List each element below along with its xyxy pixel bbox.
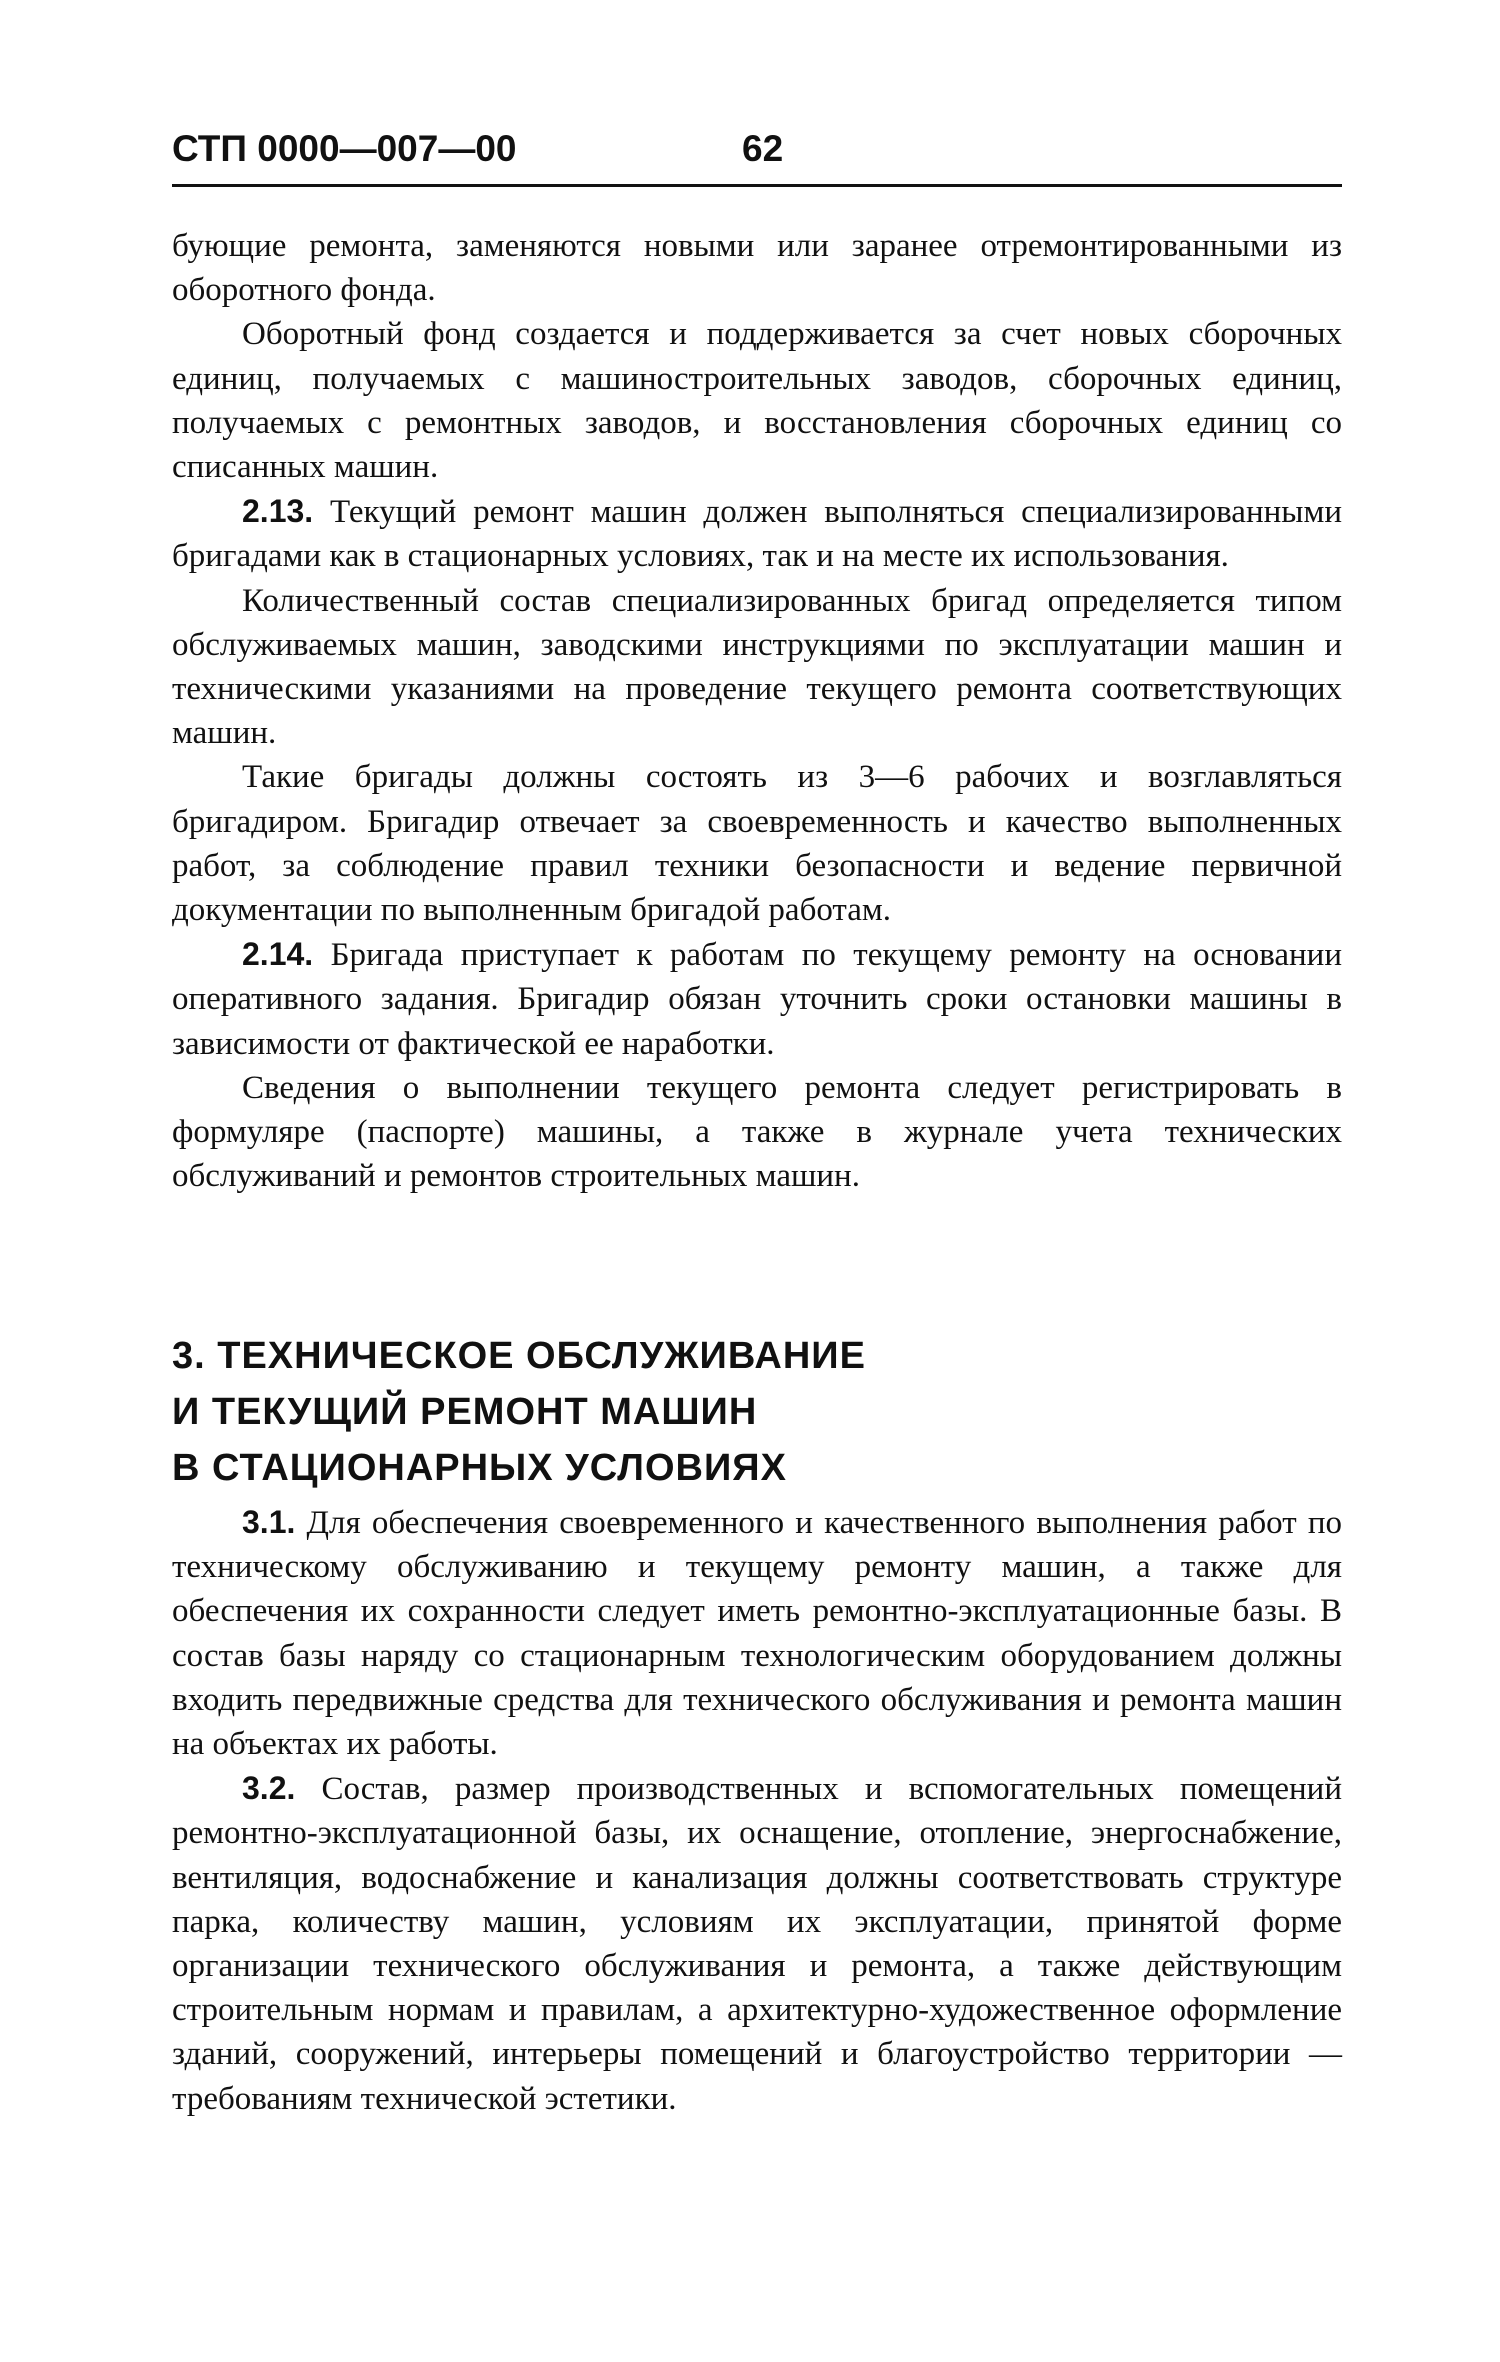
clause-number: 3.2. xyxy=(242,1770,296,1807)
section-heading-line: 3. ТЕХНИЧЕСКОЕ ОБСЛУЖИВАНИЕ xyxy=(172,1335,866,1377)
section-heading-line: В СТАЦИОНАРНЫХ УСЛОВИЯХ xyxy=(172,1447,787,1489)
page-number: 62 xyxy=(742,128,784,169)
section-heading xyxy=(172,1328,1342,1496)
body-text-top xyxy=(172,224,1342,1198)
paragraph: 2.14. Бригада приступает к работам по текущему ремонту на основании оперативного задания. Бригадир обязан уточнить сроки остановки машины в зависимости от фактической ее наработки. xyxy=(172,936,1342,1062)
paragraph: 3.1. Для обеспечения своевременного и качественного выполнения работ по техническому обслуживанию и текущему ремонту машин, а также для обеспечения их сохранности следует иметь ремонтно-эксплуатационные базы. В состав базы наряду со стационарным технологическим оборудованием должны входить передвижные средства для технического обслуживания и ремонта машин на объектах их работы. xyxy=(172,1504,1342,1763)
page-header xyxy=(172,128,1342,178)
body-text-bottom xyxy=(172,1500,1342,2121)
section-heading-line: И ТЕКУЩИЙ РЕМОНТ МАШИН xyxy=(172,1391,758,1433)
paragraph: Количественный состав специализированных бригад определяется типом обслуживаемых машин, заводскими инструкциями по эксплуатации машин и техническими указаниями на проведение текущего ремонта соответствующих машин. xyxy=(172,582,1342,752)
clause-number: 2.13. xyxy=(242,493,314,530)
clause-number: 2.14. xyxy=(242,936,314,973)
paragraph: бующие ремонта, заменяются новыми или заранее отремонтированными из оборотного фонда. xyxy=(172,228,1342,309)
clause-number: 3.1. xyxy=(242,1504,296,1540)
paragraph: 2.13. Текущий ремонт машин должен выполняться специализированными бригадами как в стационарных условиях, так и на месте их использования. xyxy=(172,493,1342,575)
document-code: СТП 0000—007—00 xyxy=(172,128,517,169)
paragraph: 3.2. Состав, размер производственных и вспомогательных помещений ремонтно-эксплуатационной базы, их оснащение, отопление, энергоснабжение, вентиляция, водоснабжение и канализация должны соответствовать структуре парка, количеству машин, условиям их эксплуатации, принятой форме организации технического обслуживания и ремонта, а также действующим строительным нормам и правилам, а архитектурно-художественное оформление зданий, сооружений, интерьеры помещений и благоустройство территории — требованиям технической эстетики. xyxy=(172,1770,1342,2117)
paragraph: Сведения о выполнении текущего ремонта следует регистрировать в формуляре (паспорте) машины, а также в журнале учета технических обслуживаний и ремонтов строительных машин. xyxy=(172,1069,1342,1195)
header-rule xyxy=(172,184,1342,187)
paragraph: Оборотный фонд создается и поддерживается за счет новых сборочных единиц, получаемых с машиностроительных заводов, сборочных единиц, получаемых с ремонтных заводов, и восстановления сборочных единиц со списанных машин. xyxy=(172,316,1342,486)
paragraph: Такие бригады должны состоять из 3—6 рабочих и возглавляться бригадиром. Бригадир отвечает за своевременность и качество выполненных работ, за соблюдение правил техники безопасности и ведение первичной документации по выполненным бригадой работам. xyxy=(172,759,1342,929)
